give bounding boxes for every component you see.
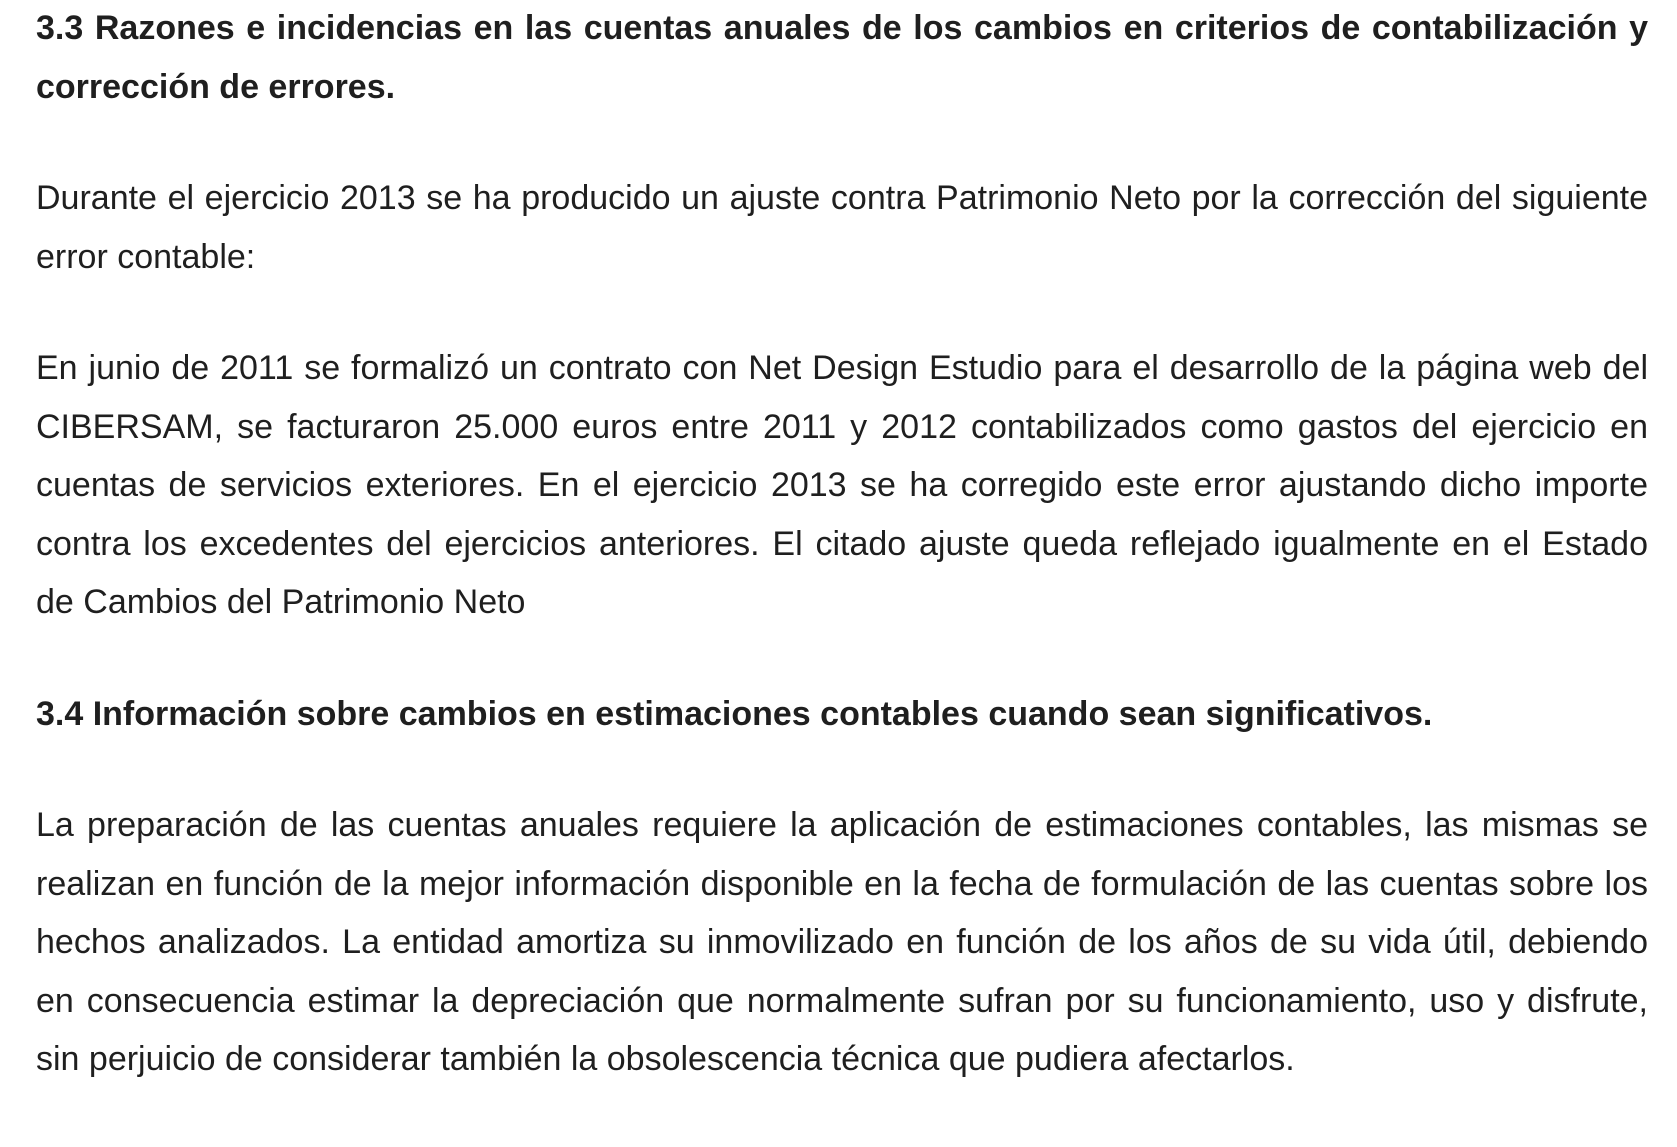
document-page [36, 0, 1648, 1089]
section-3-3-paragraph-1: Durante el ejercicio 2013 se ha producido un ajuste contra Patrimonio Neto por la corrección del siguiente error contable: [36, 179, 1648, 276]
section-3-3-paragraph-2: En junio de 2011 se formalizó un contrato con Net Design Estudio para el desarrollo de la página web del CIBERSAM, se facturaron 25.000 euros entre 2011 y 2012 contabilizados como gastos del ejercicio en cuentas de servicios exteriores. En el ejercicio 2013 se ha corregido este error ajustando dicho importe contra los excedentes del ejercicios anteriores. El citado ajuste queda reflejado igualmente en el Estado de Cambios del Patrimonio Neto [36, 349, 1648, 621]
spacer [36, 743, 1648, 796]
spacer [36, 116, 1648, 169]
spacer [36, 286, 1648, 339]
section-3-4-paragraph-1: La preparación de las cuentas anuales requiere la aplicación de estimaciones contables, las mismas se realizan en función de la mejor información disponible en la fecha de formulación de las cuentas sobre los hechos analizados. La entidad amortiza su inmovilizado en función de los años de su vida útil, debiendo en consecuencia estimar la depreciación que normalmente sufran por su funcionamiento, uso y disfrute, sin perjuicio de considerar también la obsolescencia técnica que pudiera afectarlos. [36, 806, 1648, 1078]
section-3-4-heading: 3.4 Información sobre cambios en estimaciones contables cuando sean significativos. [36, 694, 1433, 733]
spacer [36, 632, 1648, 685]
section-3-3-heading: 3.3 Razones e incidencias en las cuentas anuales de los cambios en criterios de contabilización y corrección de errores. [36, 9, 1648, 106]
